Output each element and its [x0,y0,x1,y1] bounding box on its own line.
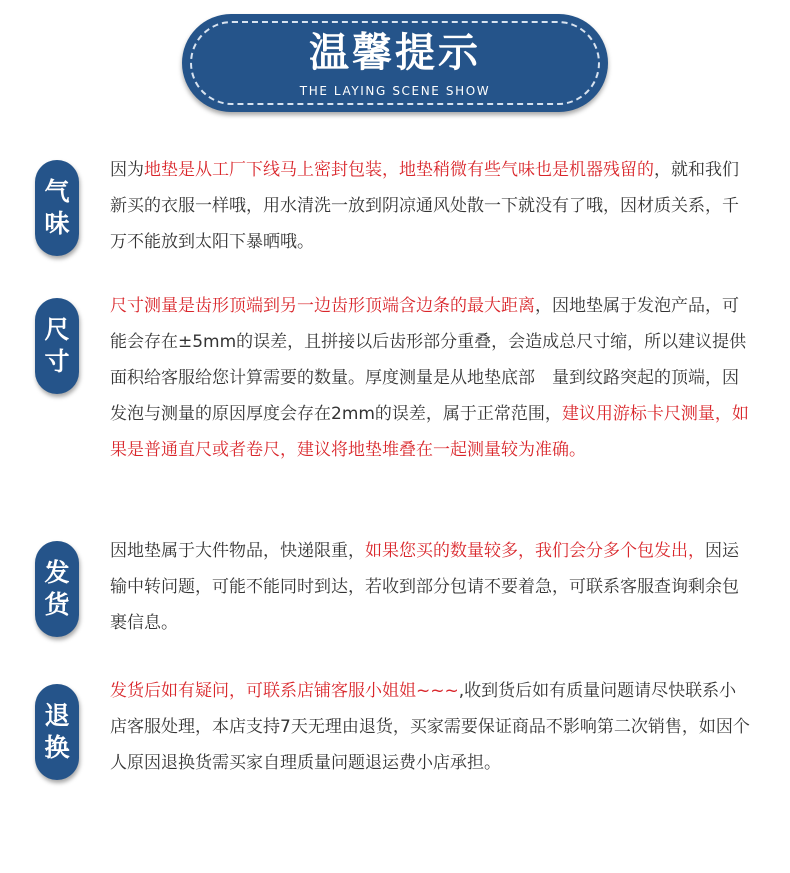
smell-badge [35,160,79,256]
smell-text [110,152,752,260]
text-segment: 因地垫属于大件物品，快递限重， [110,541,365,561]
badge-char: 味 [44,209,70,238]
highlight-segment: 建议用游标卡尺测量，如果是普通直尺或者卷尺，建议将地垫堆叠在一起测量较为准确。 [110,404,749,460]
page-title: 温馨提示 [309,30,481,76]
header-banner [182,14,608,112]
badge-char: 寸 [44,347,70,376]
badge-char: 发 [44,558,70,587]
shipping-badge [35,541,79,637]
badge-char: 换 [44,733,70,762]
page-subtitle: THE LAYING SCENE SHOW [299,84,491,98]
text-segment: 因运输中转问题，可能不能同时到达，若收到部分包请不要着急，可联系客服查询剩余包裹信息。 [110,541,739,633]
highlight-segment: 发货后如有疑问，可联系店铺客服小姐姐~~~ [110,681,459,701]
highlight-segment: 地垫是从工厂下线马上密封包装，地垫稍微有些气味也是机器残留的 [144,160,654,180]
size-text [110,288,752,468]
shipping-text [110,533,752,641]
badge-char: 尺 [44,315,70,344]
text-segment: ，因地垫属于发泡产品，可能会存在±5mm的误差，且拼接以后齿形部分重叠，会造成总尺寸缩，所以建议提供面积给客服给您计算需要的数量。厚度测量是从地垫底部 量到纹路突起的顶端，因发泡与测量的原因厚度会存在2mm的误差，属于正常范围， [110,296,747,424]
badge-char: 气 [44,177,70,206]
badge-char: 退 [44,701,70,730]
returns-badge [35,684,79,780]
text-segment: 因为 [110,160,144,180]
text-segment: ，就和我们新买的衣服一样哦，用水清洗一放到阴凉通风处散一下就没有了哦，因材质关系，千万不能放到太阳下暴晒哦。 [110,160,739,252]
highlight-segment: 如果您买的数量较多，我们会分多个包发出， [365,541,705,561]
highlight-segment: 尺寸测量是齿形顶端到另一边齿形顶端含边条的最大距离 [110,296,535,316]
size-badge [35,298,79,394]
badge-char: 货 [44,590,70,619]
returns-text [110,673,752,781]
text-segment: ,收到货后如有质量问题请尽快联系小店客服处理，本店支持7天无理由退货，买家需要保证商品不影响第二次销售，如因个人原因退换货需买家自理质量问题退运费小店承担。 [110,681,750,773]
